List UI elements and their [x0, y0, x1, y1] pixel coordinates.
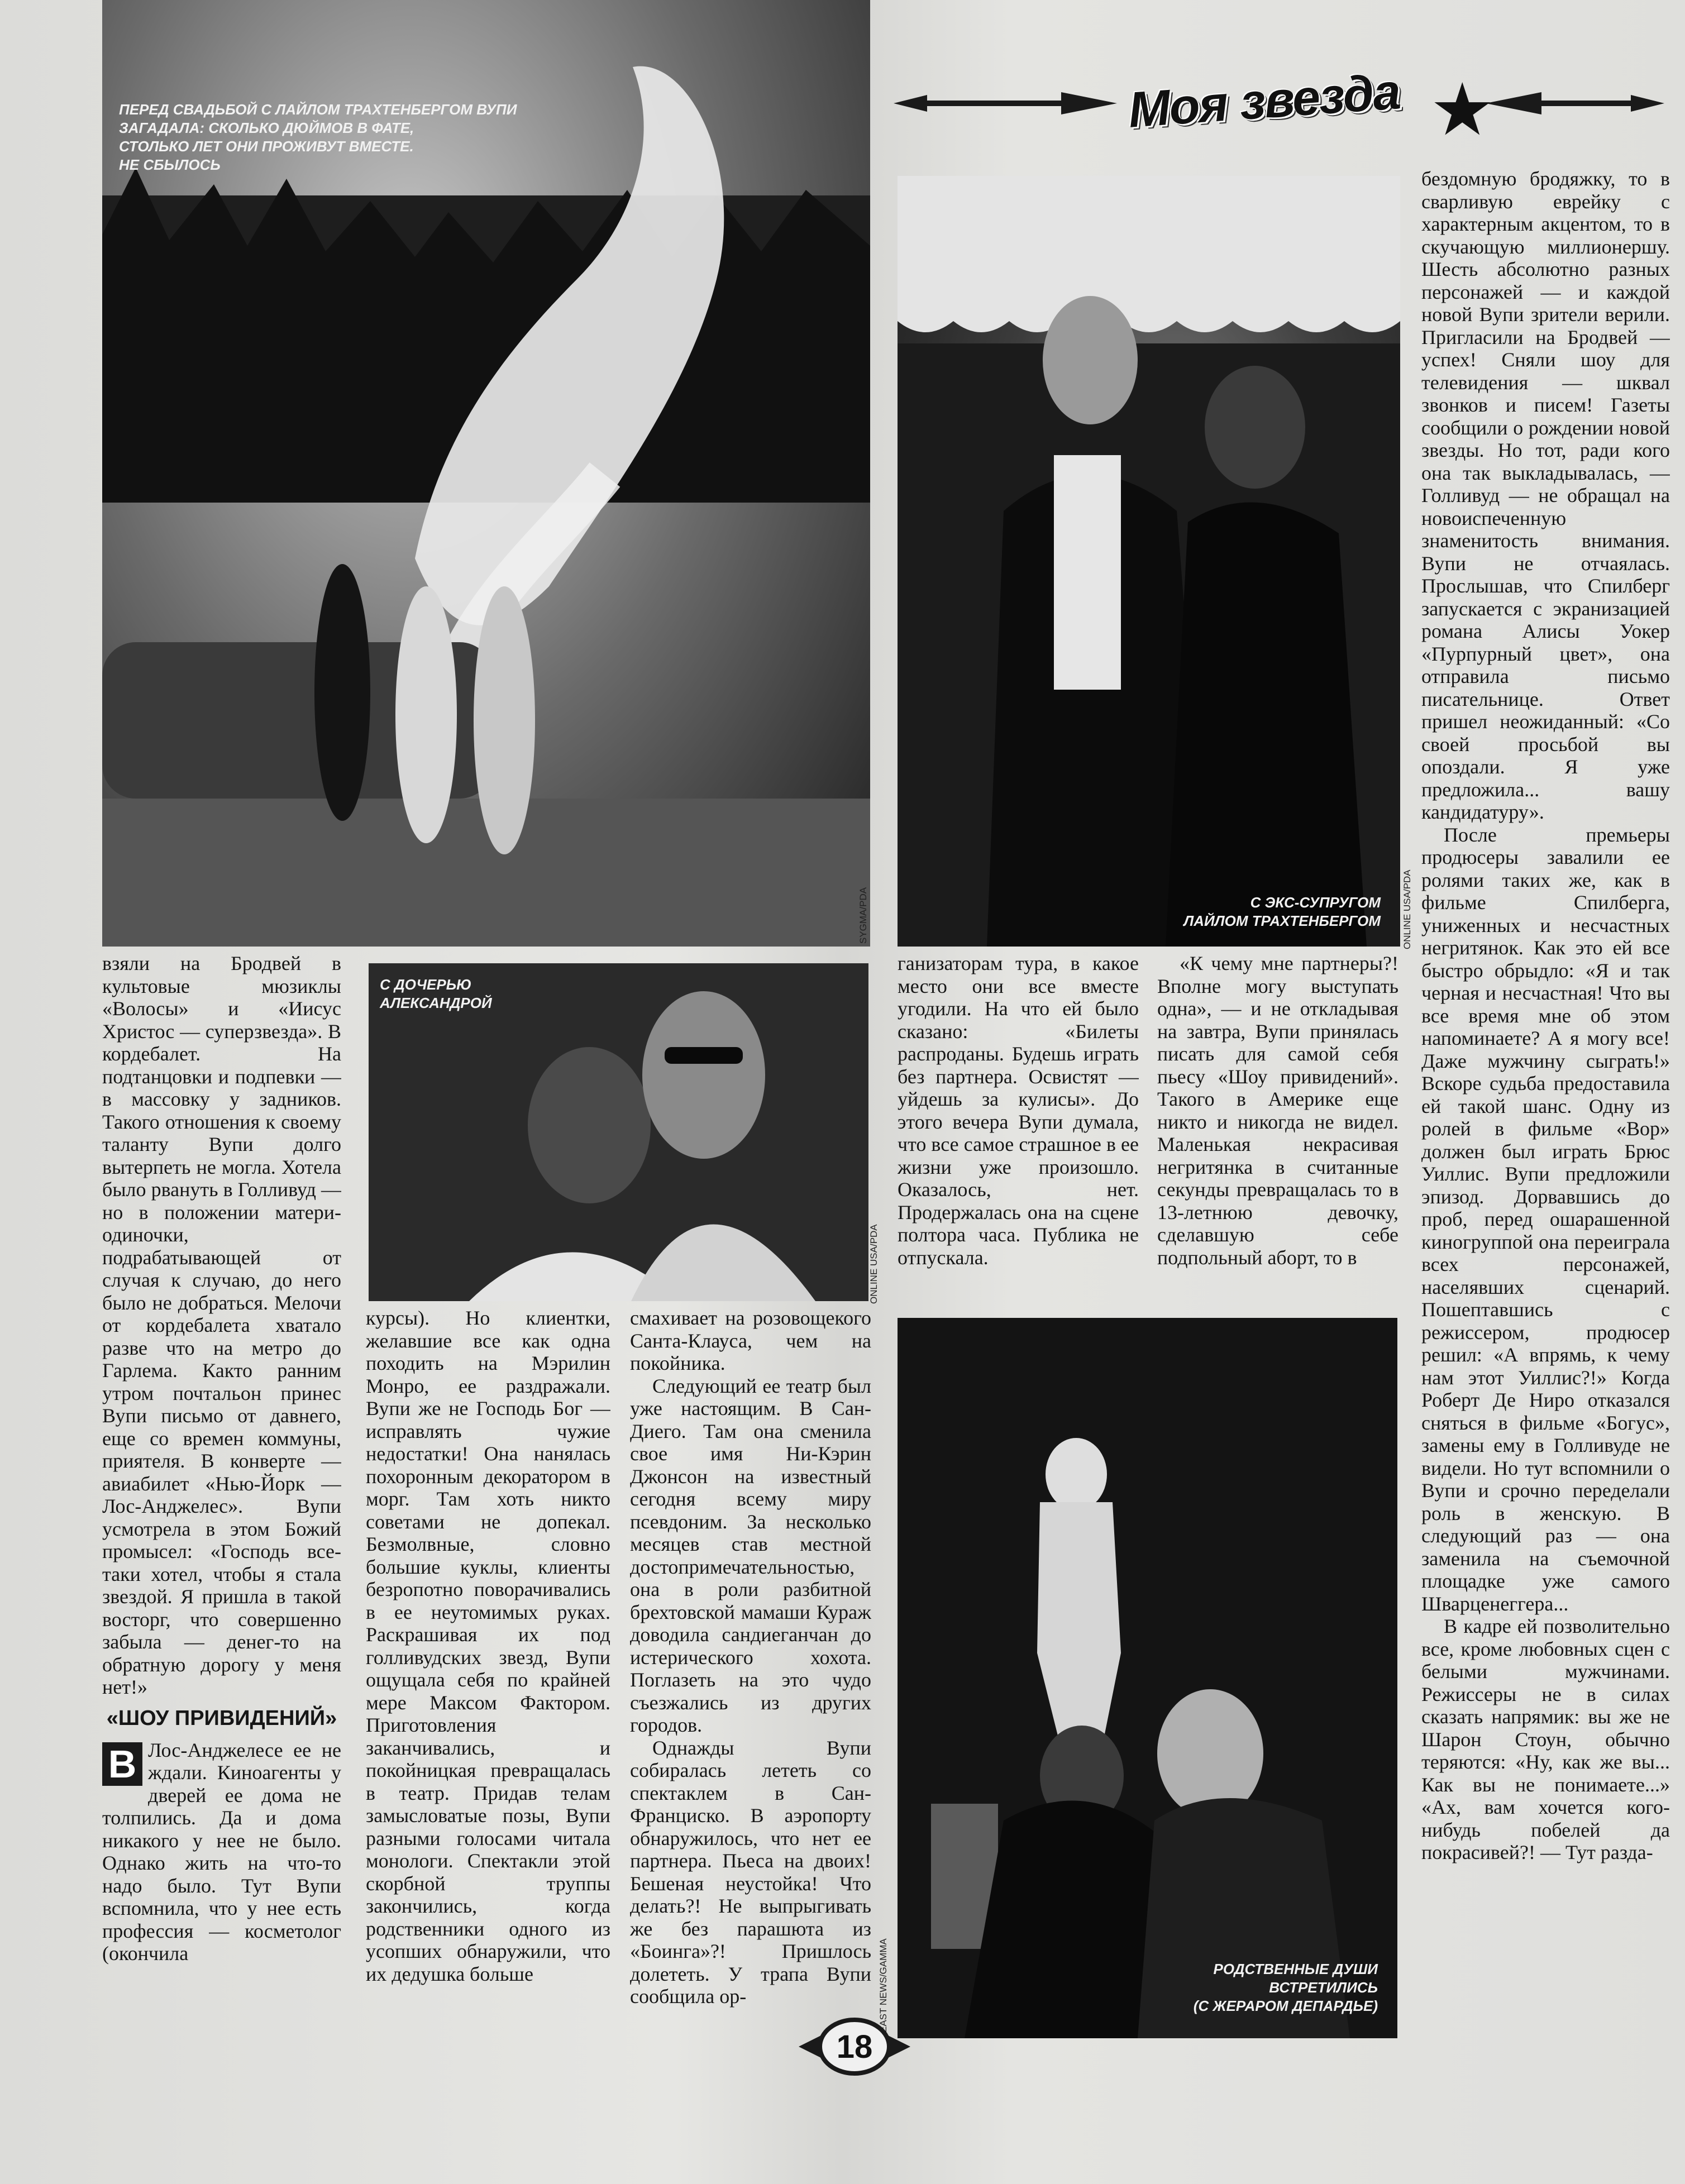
article-column-4	[898, 952, 1139, 1310]
photo-credit: ONLINE USA/PDA	[868, 1224, 879, 1304]
article-column-3	[630, 1307, 871, 2041]
article-paragraph: После премьеры продюсеры завалили ее ролями таких же, как в фильме Спилберга, униженных и несчастных негритянок. Как это ей все быстро обрыдло: «Я и так черная и несчастная! Что вы все время мне об этом напоминаете? А я могу все! Даже мужчину сыграть!» Вскоре судьба предоставила ей такой шанс. Одну из ролей в фильме «Вор» должен был играть Брюс Уиллис. Вупи предложили эпизод. Дорвавшись до проб, перед ошарашенной киногруппой она переиграла всех персонажей, населявших сценарий. Пошептавшись с режиссером, продюсер решил: «А впрямь, к чему нам этот Уиллис?!» Когда Роберт Де Ниро отказался сняться в фильме «Богус», замены ему в Голливуде не видели. Но тут вспомнили о Вупи и срочно переделали роль в женскую. В следующий раз — она заменила на съемочной площадке уже самого Шварценеггера...	[1421, 823, 1670, 1615]
photo-caption: РОДСТВЕННЫЕ ДУШИ ВСТРЕТИЛИСЬ (С ЖЕРАРОМ ДЕПАРДЬЕ)	[1193, 1961, 1378, 2014]
photo-depardieu	[898, 1318, 1397, 2038]
article-paragraph: ганизаторам тура, в какое место они все вместе угодили. На что ей было сказано: «Билеты распроданы. Будешь играть без партнера. Освистят — уйдешь за кулисы». До этого вечера Вупи думала, что все самое страшное в ее жизни уже произошло. Оказалось, нет. Продержалась она на сцене полтора часа. Публика не отпускала.	[898, 952, 1139, 1269]
article-paragraph: Однажды Вупи собиралась лететь со спектаклем в Сан-Франциско. В аэропорту обнаружилось, что нет ее партнера. Пьеса на двоих! Бешеная неустойка! Что делать?! Не выпрыгивать же без парашюта из «Боинга»?! Пришлось долететь. У трапа Вупи сообщила ор-	[630, 1736, 871, 2008]
husband-illustration	[898, 176, 1400, 947]
daughter-illustration	[369, 963, 868, 1301]
article-column-5	[1157, 952, 1398, 1310]
article-column-1	[102, 952, 341, 2041]
depardieu-illustration	[898, 1318, 1397, 2038]
photo-caption: С ЭКС-СУПРУГОМ ЛАЙЛОМ ТРАХТЕНБЕРГОМ	[1183, 894, 1381, 929]
article-paragraph: Следующий ее театр был уже настоящим. В Сан-Диего. Там она сменила свое имя Ни-Кэрин Джонсон на известный сегодня всему миру псевдоним. За несколько месяцев став местной достопримечательностью, она в роли разбитной брехтовской мамаши Кураж доводила сандиеганчан до истерического хохота. Поглазеть на это чудо съезжались из других городов.	[630, 1374, 871, 1736]
article-paragraph: В кадре ей позволительно все, кроме любовных сцен с белыми мужчинами. Режиссеры не в силах сказать напрямик: вы же не Шарон Стоун, обычно теряются: «Ну, как же вы... Как вы не понимаете...» «Ах, вам хочется кого-нибудь побелей да покрасивей?! — Тут разда-	[1421, 1615, 1670, 1863]
drop-cap: В	[102, 1742, 142, 1786]
star-icon: ★	[1430, 70, 1495, 151]
article-subhead: «ШОУ ПРИВИДЕНИЙ»	[106, 1706, 337, 1730]
photo-credit: SYGMA/PDA	[858, 887, 868, 944]
article-paragraph: «К чему мне партнеры?! Вполне могу выступать одна», — и не откладывая на завтра, Вупи принялась писать для самой себя пьесу «Шоу привидений». Такого в Америке еще никто и никогда не видел. Маленькая некрасивая негритянка в считанные секунды превращалась то в 13-летнюю девочку, сделавшую себе подпольный аборт, то в	[1157, 952, 1398, 1269]
article-paragraph: В Лос-Анджелесе ее не ждали. Киноагенты у дверей ее дома не толпились. Да и дома никакого у нее не было. Однако жить на что-то надо было. Тут Вупи вспомнила, что у нее есть профессия — косметолог (окончила	[102, 1738, 341, 1965]
article-paragraph: взяли на Бродвей в культовые мюзиклы «Волосы» и «Иисус Христос — суперзвезда». В кордебалет. На подтанцовки и подпевки — в массовку у задников. Такого отношения к своему таланту Вупи долго вытерпеть не могла. Хотела было рвануть в Голливуд — но в положении матери-одиночки, подрабатывающей от случая к случаю, до него было не добраться. Мелочи от кордебалета хватало разве что на метро до Гарлема. Както ранним утром почтальон принес Вупи письмо от давнего, еще со времен коммуны, приятеля. В конверте — авиабилет «Нью-Йорк — Лос-Анджелес». Вупи усмотрела в этом Божий промысел: «Господь все-таки хотел, чтобы я стала звездой. Я пришла в такой восторг, что совершенно забыла — денег-то на обратную дорогу у меня нет!»	[102, 952, 341, 1698]
section-header	[894, 61, 1664, 151]
article-column-2	[366, 1307, 610, 2041]
article-paragraph: бездомную бродяжку, то в сварливую еврейку с характерным акцентом, то в скучающую миллионершу. Шесть абсолютно разных персонажей — и каждой новой Вупи зрители верили. Пригласили на Бродвей — успех! Сняли шоу для телевидения — шквал звонков и писем! Газеты сообщили о рождении новой звезды. Но тот, ради кого она так выкладывалась, — Голливуд — не обращал на новоиспеченную знаменитость внимания. Вупи не отчаялась. Прослышав, что Спилберг запускается с экранизацией романа Алисы Уокер «Пурпурный цвет», она отправила письмо писательнице. Ответ пришел неожиданный: «Со своей просьбой вы опоздали. Я уже предложила... вашу кандидатуру».	[1421, 168, 1670, 823]
photo-credit: EAST NEWS/GAMMA	[878, 1938, 889, 2033]
section-title: Моя звезда	[1126, 64, 1402, 138]
photo-daughter	[369, 963, 868, 1301]
article-paragraph: смахивает на розовощекого Санта-Клауса, чем на покойника.	[630, 1307, 871, 1374]
photo-ex-husband	[898, 176, 1400, 947]
article-column-6	[1421, 168, 1670, 2049]
photo-caption: ПЕРЕД СВАДЬБОЙ С ЛАЙЛОМ ТРАХТЕНБЕРГОМ ВУПИ ЗАГАДАЛА: СКОЛЬКО ДЮЙМОВ В ФАТЕ, СТОЛЬКО ЛЕТ ОНИ ПРОЖИВУТ ВМЕСТЕ. НЕ СБЫЛОСЬ	[119, 101, 517, 173]
article-paragraph: курсы). Но клиентки, желавшие все как одна походить на Мэрилин Монро, ее раздражали. Вупи же не Господь Бог — исправлять чужие недостатки! Она нанялась похоронным декоратором в морг. Там хоть никто советами не допекал. Безмолвные, словно большие куклы, клиенты безропотно поворачивались в ее неутомимых руках. Раскрашивая их под голливудских звезд, Вупи ощущала себя по крайней мере Максом Фактором. Приготовления заканчивались, и покойницкая превращалась в театр. Придав телам замысловатые позы, Вупи разными голосами читала монологи. Спектакли этой скорбной труппы закончились, когда родственники одного из усопших обнаружили, что их дедушка больше	[366, 1307, 610, 1985]
photo-credit: ONLINE USA/PDA	[1402, 869, 1412, 949]
page-number: 18	[836, 2028, 873, 2065]
photo-wedding	[102, 0, 870, 947]
photo-caption: С ДОЧЕРЬЮ АЛЕКСАНДРОЙ	[380, 976, 492, 1011]
